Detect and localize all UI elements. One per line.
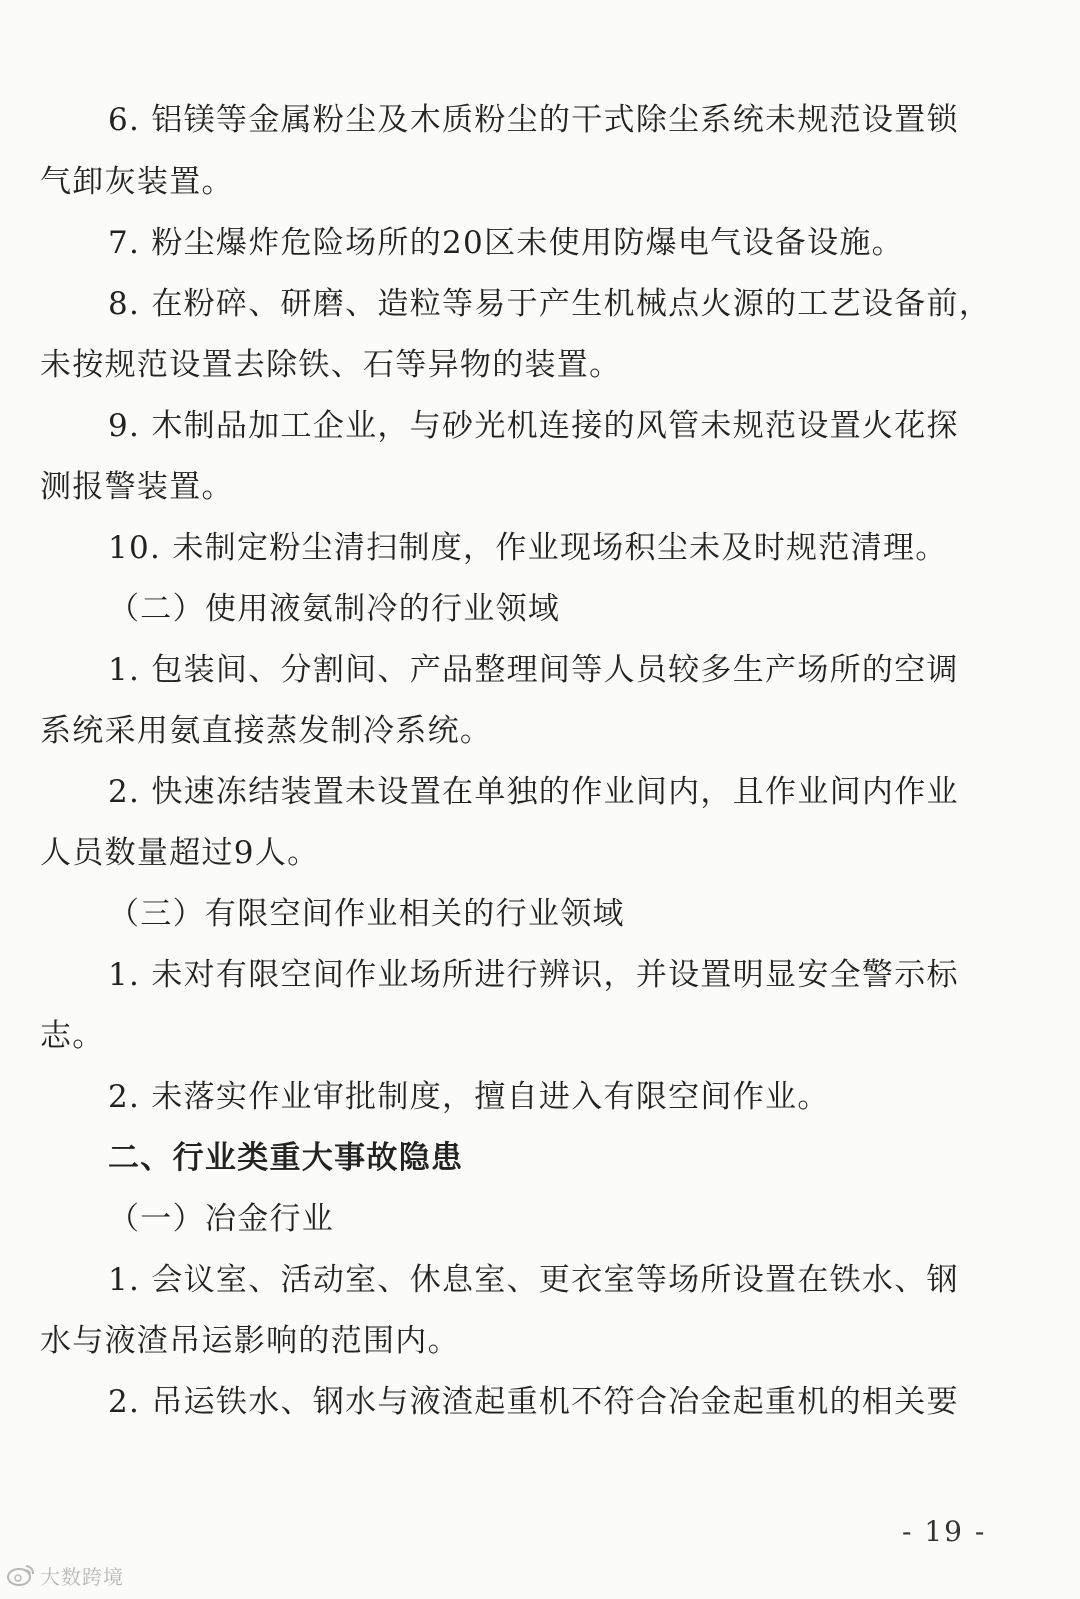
text-line: 8. 在粉碎、研磨、造粒等易于产生机械点火源的工艺设备前， bbox=[108, 286, 992, 322]
text-line: 未按规范设置去除铁、石等异物的装置。 bbox=[40, 347, 622, 383]
text-line: 志。 bbox=[40, 1018, 105, 1054]
watermark-text: 大数跨境 bbox=[40, 1564, 124, 1589]
text-line: 人员数量超过9人。 bbox=[40, 835, 320, 871]
section-subheading: （一）冶金行业 bbox=[108, 1201, 335, 1237]
text-line: 测报警装置。 bbox=[40, 469, 234, 505]
page-number: - 19 - bbox=[902, 1515, 987, 1548]
section-subheading: （二）使用液氨制冷的行业领域 bbox=[108, 591, 561, 627]
text-line: 系统采用氨直接蒸发制冷系统。 bbox=[40, 713, 493, 749]
text-line: 10. 未制定粉尘清扫制度，作业现场积尘未及时规范清理。 bbox=[108, 530, 948, 566]
text-line: 6. 铝镁等金属粉尘及木质粉尘的干式除尘系统未规范设置锁 bbox=[108, 102, 959, 138]
text-line: 1. 未对有限空间作业场所进行辨识，并设置明显安全警示标 bbox=[108, 957, 959, 993]
section-heading: 二、行业类重大事故隐患 bbox=[108, 1140, 464, 1176]
text-line: 7. 粉尘爆炸危险场所的20区未使用防爆电气设备设施。 bbox=[108, 225, 904, 261]
text-line: 1. 会议室、活动室、休息室、更衣室等场所设置在铁水、钢 bbox=[108, 1262, 959, 1298]
text-line: 1. 包装间、分割间、产品整理间等人员较多生产场所的空调 bbox=[108, 652, 959, 688]
text-line: 2. 吊运铁水、钢水与液渣起重机不符合冶金起重机的相关要 bbox=[108, 1384, 959, 1420]
weibo-style-logo-icon bbox=[6, 1563, 36, 1587]
text-line: 9. 木制品加工企业，与砂光机连接的风管未规范设置火花探 bbox=[108, 408, 959, 444]
watermark bbox=[6, 1560, 124, 1590]
text-line: 2. 未落实作业审批制度，擅自进入有限空间作业。 bbox=[108, 1079, 830, 1115]
text-line: 水与液渣吊运影响的范围内。 bbox=[40, 1323, 460, 1359]
text-line: 气卸灰装置。 bbox=[40, 164, 234, 200]
section-subheading: （三）有限空间作业相关的行业领域 bbox=[108, 896, 625, 932]
text-line: 2. 快速冻结装置未设置在单独的作业间内，且作业间内作业 bbox=[108, 774, 959, 810]
